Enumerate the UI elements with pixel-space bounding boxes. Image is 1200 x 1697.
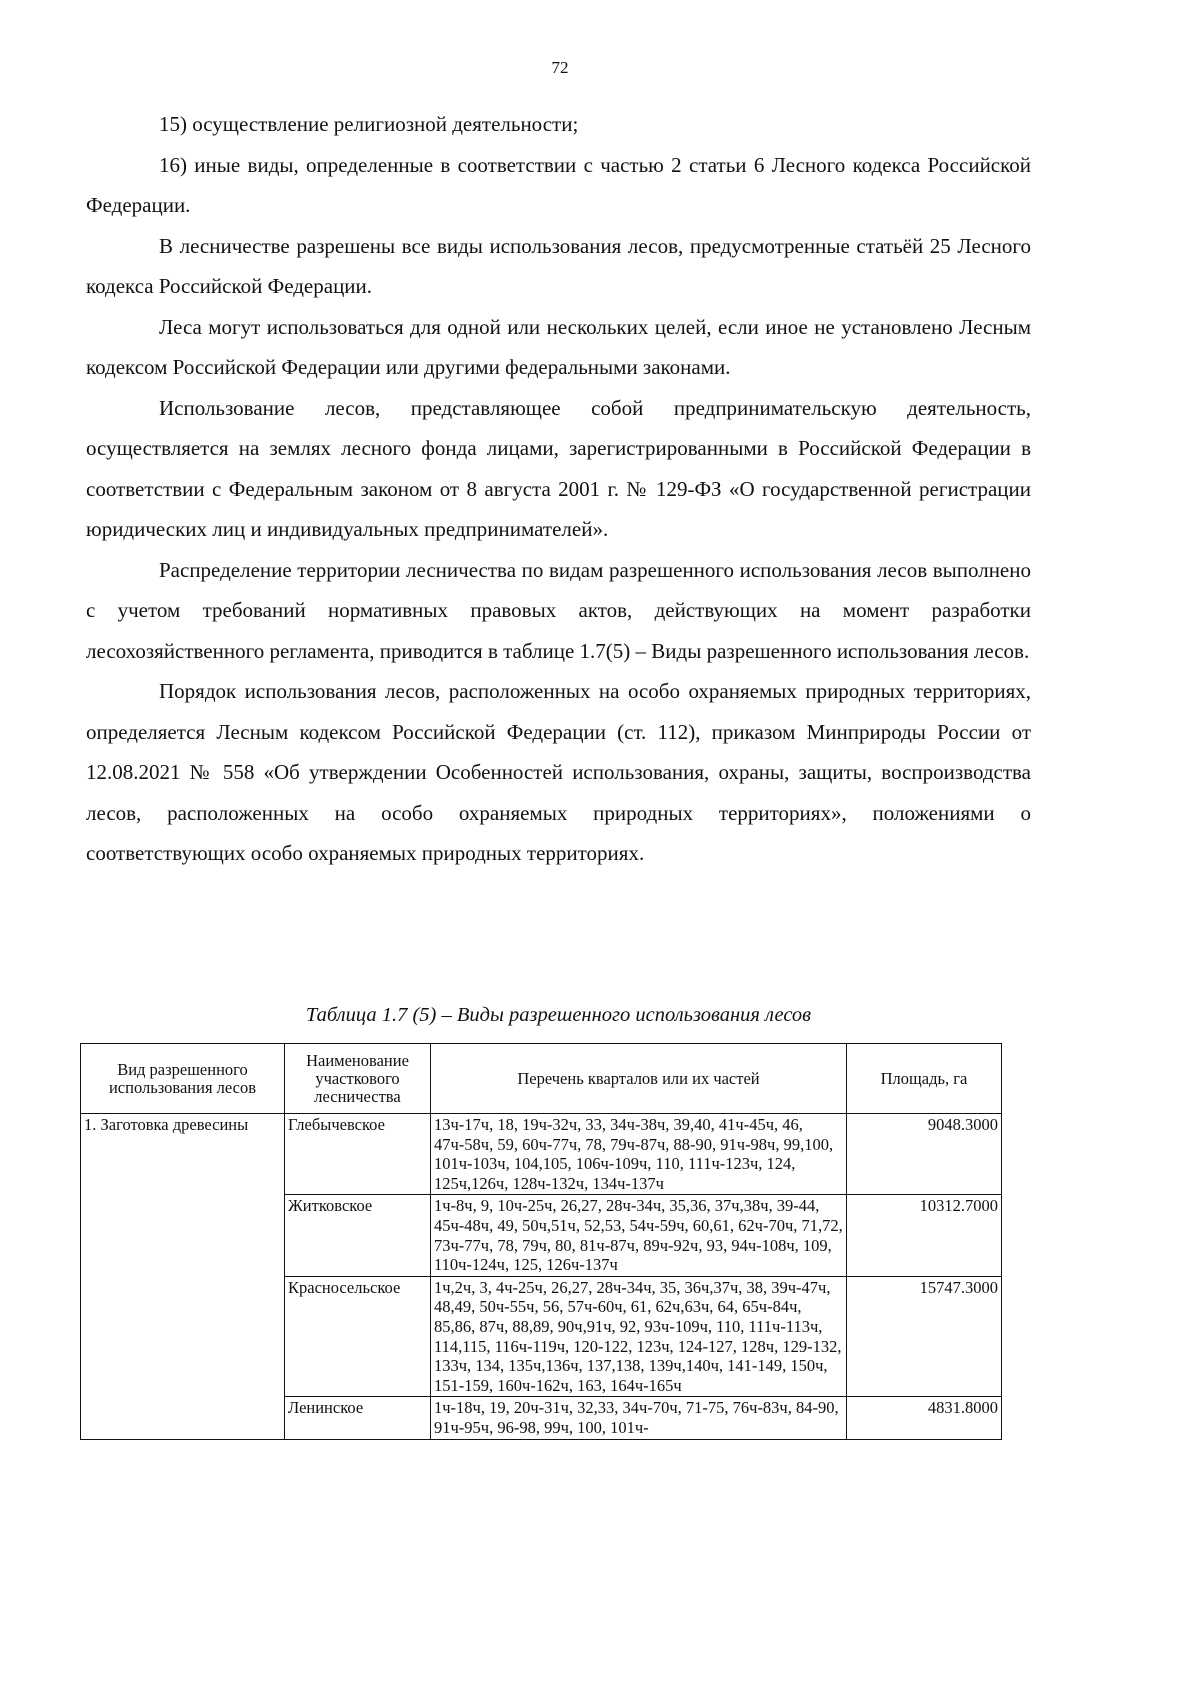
table-row <box>81 1114 1002 1195</box>
forestry-cell: Глебычевское <box>285 1114 431 1195</box>
area-cell: 10312.7000 <box>847 1195 1002 1276</box>
paragraph: Использование лесов, представляющее собой предпринимательскую деятельность, осуществляется на землях лесного фонда лицами, зарегистрированными в Российской Федерации в соответствии с Федеральным законом от 8 августа 2001 г. № 129-ФЗ «О государственной регистрации юридических лиц и индивидуальных предпринимателей». <box>86 395 1031 541</box>
forestry-cell: Житковское <box>285 1195 431 1276</box>
area-cell: 9048.3000 <box>847 1114 1002 1195</box>
forestry-cell: Красносельское <box>285 1276 431 1397</box>
quarters-cell: 1ч-8ч, 9, 10ч-25ч, 26,27, 28ч-34ч, 35,36, 37ч,38ч, 39-44, 45ч-48ч, 49, 50ч,51ч, 52,53, 54ч-59ч, 60,61, 62ч-70ч, 71,72, 73ч-77ч, 78, 79ч, 80, 81ч-87ч, 89ч-92ч, 93, 94ч-108ч, 109, 110ч-124ч, 125, 126ч-137ч <box>431 1195 847 1276</box>
header-area: Площадь, га <box>847 1044 1002 1114</box>
quarters-cell: 1ч,2ч, 3, 4ч-25ч, 26,27, 28ч-34ч, 35, 36ч,37ч, 38, 39ч-47ч, 48,49, 50ч-55ч, 56, 57ч-60ч, 61, 62ч,63ч, 64, 65ч-84ч, 85,86, 87ч, 88,89, 90ч,91ч, 92, 93ч-109ч, 110, 111ч-113ч, 114,115, 116ч-119ч, 120-122, 123ч, 124-127, 128ч, 129-132, 133ч, 134, 135ч,136ч, 137,138, 139ч,140ч, 141-149, 150ч, 151-159, 160ч-162ч, 163, 164ч-165ч <box>431 1276 847 1397</box>
paragraph: Порядок использования лесов, расположенных на особо охраняемых природных территориях, определяется Лесным кодексом Российской Федерации (ст. 112), приказом Минприроды России от 12.08.2021 № 558 «Об утверждении Особенностей использования, охраны, защиты, воспроизводства лесов, расположенных на особо охраняемых природных территориях», положениями о соответствующих особо охраняемых природных территориях. <box>86 679 1031 865</box>
paragraph: 16) иные виды, определенные в соответствии с частью 2 статьи 6 Лесного кодекса Российской Федерации. <box>86 152 1031 217</box>
paragraph: Леса могут использоваться для одной или нескольких целей, если иное не установлено Лесным кодексом Российской Федерации или другими федеральными законами. <box>86 314 1031 379</box>
header-forestry: Наименование участкового лесничества <box>285 1044 431 1114</box>
paragraph: 15) осуществление религиозной деятельности; <box>159 112 579 136</box>
forest-use-table <box>80 1043 1002 1440</box>
forestry-cell: Ленинское <box>285 1397 431 1439</box>
body-text <box>86 104 1031 874</box>
area-cell: 15747.3000 <box>847 1276 1002 1397</box>
paragraph: Распределение территории лесничества по видам разрешенного использования лесов выполнено с учетом требований нормативных правовых актов, действующих на момент разработки лесохозяйственного регламента, приводится в таблице 1.7(5) – Виды разрешенного использования лесов. <box>86 557 1031 663</box>
header-quarters: Перечень кварталов или их частей <box>431 1044 847 1114</box>
quarters-cell: 1ч-18ч, 19, 20ч-31ч, 32,33, 34ч-70ч, 71-75, 76ч-83ч, 84-90, 91ч-95ч, 96-98, 99ч, 100, 101ч- <box>431 1397 847 1439</box>
area-cell: 4831.8000 <box>847 1397 1002 1439</box>
paragraph: В лесничестве разрешены все виды использования лесов, предусмотренные статьёй 25 Лесного кодекса Российской Федерации. <box>86 233 1031 298</box>
quarters-cell: 13ч-17ч, 18, 19ч-32ч, 33, 34ч-38ч, 39,40, 41ч-45ч, 46, 47ч-58ч, 59, 60ч-77ч, 78, 79ч-87ч, 88-90, 91ч-98ч, 99,100, 101ч-103ч, 104,105, 106ч-109ч, 110, 111ч-123ч, 124, 125ч,126ч, 128ч-132ч, 134ч-137ч <box>431 1114 847 1195</box>
table-caption: Таблица 1.7 (5) – Виды разрешенного использования лесов <box>305 1004 812 1026</box>
page-number: 72 <box>551 58 569 77</box>
table-header-row <box>81 1044 1002 1114</box>
use-type-cell: 1. Заготовка древесины <box>81 1114 285 1440</box>
header-use-type: Вид разрешенного использования лесов <box>81 1044 285 1114</box>
